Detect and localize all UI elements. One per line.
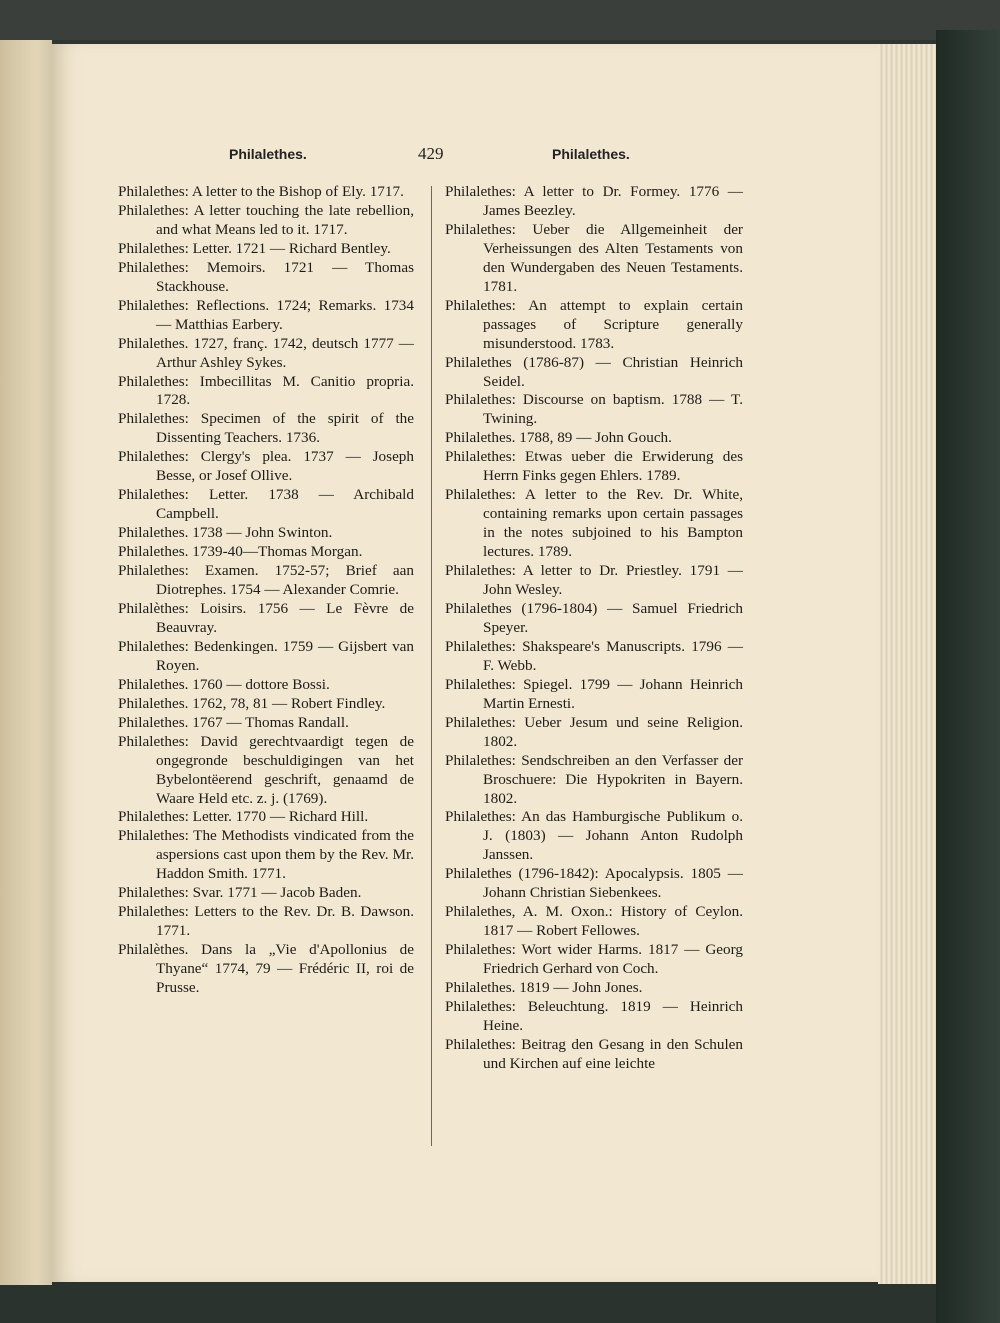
- entry: Philalethes. 1762, 78, 81 — Robert Findley.: [118, 694, 386, 712]
- facing-page-edge: [0, 40, 52, 1285]
- cover-binding: [936, 30, 1000, 1323]
- left-column: [118, 183, 414, 998]
- entry: Philalethes: Svar. 1771 — Jacob Baden.: [118, 884, 362, 902]
- cover-top-edge: [0, 0, 1000, 40]
- entry: Philalethes: Bedenkingen. 1759 — Gijsbert van Royen.: [118, 637, 414, 674]
- entry: Philalethes: A letter to Dr. Priestley. 1791 — John Wesley.: [445, 562, 743, 599]
- entry: Philalethes, A. M. Oxon.: History of Ceylon. 1817 — Robert Fellowes.: [445, 903, 743, 940]
- page-number: 429: [418, 144, 444, 163]
- entry: Philalethes: Letters to the Rev. Dr. B. Dawson. 1771.: [118, 903, 414, 940]
- entry: Philalethes. 1788, 89 — John Gouch.: [445, 429, 672, 447]
- entry: Philalethes: Sendschreiben an den Verfasser der Broschuere: Die Hypokriten in Bayern. 1802.: [445, 751, 743, 807]
- entry: Philalethes: Ueber die Allgemeinheit der Verheissungen des Alten Testaments von den Wundergaben des Neuen Testaments. 1781.: [445, 220, 743, 295]
- running-head-left: Philalethes.: [229, 146, 307, 162]
- entry: Philalethes: Ueber Jesum und seine Religion. 1802.: [445, 713, 743, 750]
- entry: Philalethes: Imbecillitas M. Canitio propria. 1728.: [118, 372, 414, 409]
- entry: Philalethes: A letter to the Rev. Dr. White, containing remarks upon certain passages in the notes subjoined to his Bampton lectures. 1789.: [445, 486, 743, 561]
- entry: Philalethes: Etwas ueber die Erwiderung des Herrn Finks gegen Ehlers. 1789.: [445, 448, 743, 485]
- entry: Philalethes: Examen. 1752-57; Brief aan Diotrephes. 1754 — Alexander Comrie.: [118, 562, 414, 599]
- entry: Philalethes: Shakspeare's Manuscripts. 1796 — F. Webb.: [445, 637, 743, 674]
- entry: Philalethes: Reflections. 1724; Remarks. 1734 — Matthias Earbery.: [118, 296, 414, 333]
- entry: Philalethes: Specimen of the spirit of the Dissenting Teachers. 1736.: [118, 410, 414, 447]
- entry: Philalethes (1796-1804) — Samuel Friedrich Speyer.: [445, 599, 743, 636]
- entry: Philalethes: Letter. 1721 — Richard Bentley.: [118, 239, 391, 257]
- column-divider: [431, 186, 432, 1146]
- entry: Philalethes: A letter to Dr. Formey. 1776 — James Beezley.: [445, 183, 743, 219]
- entry: Philalethes: Memoirs. 1721 — Thomas Stackhouse.: [118, 258, 414, 295]
- right-column: [445, 183, 743, 1074]
- entry: Philalethes: David gerechtvaardigt tegen de ongegronde beschuldigingen van het Bybelontëerend geschrift, genaamd de Waare Held etc. z. j. (1769).: [118, 732, 414, 807]
- entry: Philalethes: Letter. 1738 — Archibald Campbell.: [118, 486, 414, 523]
- entry: Philalethes: Beleuchtung. 1819 — Heinrich Heine.: [445, 997, 743, 1034]
- entry: Philalethes: Spiegel. 1799 — Johann Heinrich Martin Ernesti.: [445, 675, 743, 712]
- entry: Philalèthes: Loisirs. 1756 — Le Fèvre de Beauvray.: [118, 599, 414, 636]
- entry: Philalethes: An attempt to explain certain passages of Scripture generally misunderstood. 1783.: [445, 296, 743, 352]
- page-fore-edge: [878, 44, 936, 1284]
- entry: Philalethes. 1819 — John Jones.: [445, 979, 643, 997]
- entry: Philalethes: Letter. 1770 — Richard Hill.: [118, 808, 369, 826]
- entry: Philalethes: A letter to the Bishop of Ely. 1717.: [118, 183, 404, 200]
- entry: Philalethes: Beitrag den Gesang in den Schulen und Kirchen auf eine leichte: [445, 1035, 743, 1072]
- entry: Philalethes. 1739-40—Thomas Morgan.: [118, 543, 363, 561]
- entry: Philalethes: The Methodists vindicated from the aspersions cast upon them by the Rev. Mr. Haddon Smith. 1771.: [118, 827, 414, 883]
- entry: Philalethes. 1738 — John Swinton.: [118, 524, 333, 542]
- entry: Philalethes. 1727, franç. 1742, deutsch 1777 — Arthur Ashley Sykes.: [118, 334, 414, 371]
- entry: Philalethes. 1767 — Thomas Randall.: [118, 713, 349, 731]
- entry: Philalethes (1796-1842): Apocalypsis. 1805 — Johann Christian Siebenkees.: [445, 865, 743, 902]
- entry: Philalèthes. Dans la „Vie d'Apollonius de Thyane“ 1774, 79 — Frédéric II, roi de Prusse.: [118, 941, 414, 997]
- entry: Philalethes: Discourse on baptism. 1788 — T. Twining.: [445, 391, 743, 428]
- entry: Philalethes: An das Hamburgische Publikum o. J. (1803) — Johann Anton Rudolph Janssen.: [445, 808, 743, 864]
- entry: Philalethes (1786-87) — Christian Heinrich Seidel.: [445, 353, 743, 390]
- running-head-right: Philalethes.: [552, 146, 630, 162]
- entry: Philalethes: Wort wider Harms. 1817 — Georg Friedrich Gerhard von Coch.: [445, 941, 743, 978]
- entry: Philalethes: Clergy's plea. 1737 — Joseph Besse, or Josef Ollive.: [118, 448, 414, 485]
- entry: Philalethes. 1760 — dottore Bossi.: [118, 675, 330, 693]
- running-head: [52, 146, 882, 168]
- entry: Philalethes: A letter touching the late rebellion, and what Means led to it. 1717.: [118, 201, 414, 238]
